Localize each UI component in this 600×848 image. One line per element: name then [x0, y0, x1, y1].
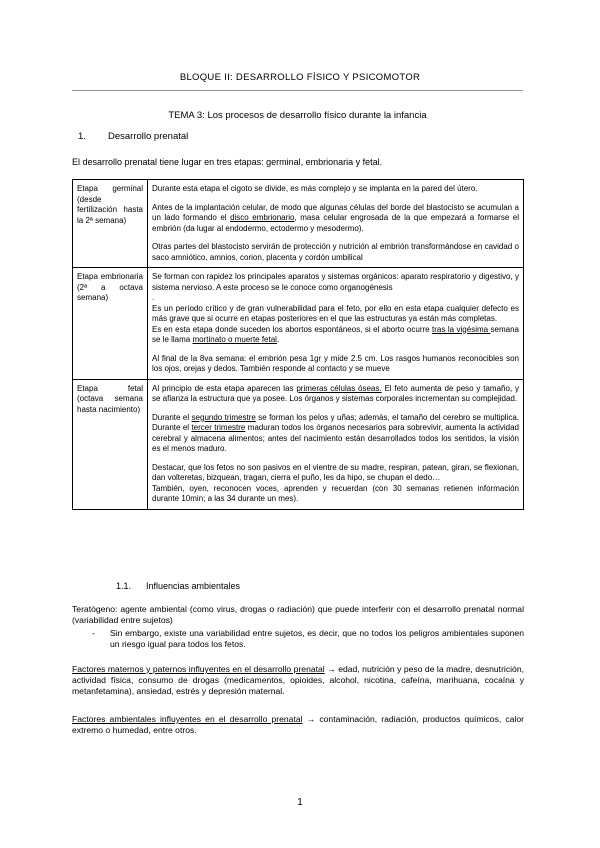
page-number: 1	[297, 797, 303, 808]
bullet-dash: -	[92, 628, 95, 638]
text-span: Al principio de esta etapa aparecen las	[152, 383, 297, 393]
stage-label-germinal: Etapa germinal (desde fertilización hasta la 2ª semana)	[73, 180, 148, 268]
underlined-term: tras la vigésima	[432, 324, 491, 334]
parental-factors-paragraph	[72, 664, 524, 697]
underlined-term: mortinato o muerte fetal	[192, 335, 277, 344]
paragraph: Al final de la 8va semana: el embrión pesa 1gr y mide 2.5 cm. Los rasgos humanos reconocibles son los ojos, orejas y dedos. También responde al contacto y se mueve	[152, 353, 519, 373]
section-number: 1.	[78, 131, 86, 142]
paragraph: Es un período crítico y de gran vulnerabilidad para el feto, por ello en esta etapa cualquier defecto es más grave que si ocurre en etapas posteriores en el que las estructuras ya están más completas.	[152, 303, 519, 323]
teratogen-paragraph: Teratógeno: agente ambiental (como virus, drogas o radiación) que puede interferir con el desarrollo prenatal normal (variabilidad entre sujetos)	[72, 604, 524, 625]
intro-paragraph: El desarrollo prenatal tiene lugar en tres etapas: germinal, embrionaria y fetal.	[72, 157, 383, 167]
stage-label-embrionaria: Etapa embrionaria (2ª a octava semana)	[73, 268, 148, 380]
bullet-text: Sin embargo, existe una variabilidad entre sujetos, es decir, que no todos los peligros ambientales suponen un riesgo igual para todos los fetos.	[110, 628, 524, 649]
text-span: → edad, nutrición y peso de la madre, desnutrición, actividad física, consumo de drogas (medicamentos, opioides, alcohol, nicotina, cafeína, marihuana, cocaína y metanfetamina), ansiedad, estrés y depresión maternal.	[72, 664, 524, 696]
paragraph: También, oyen, reconocen voces, aprenden y recuerdan (con 30 semanas retienen información durante 10min; a las 34 durante un mes).	[152, 483, 519, 503]
paragraph: Otras partes del blastocisto servirán de protección y nutrición al embrión transformándose en cavidad o saco amniótico, amnios, corion, placenta y cordón umbilical	[152, 242, 519, 262]
text-span: → contaminación, radiación, productos químicos, calor extremo o humedad, entre otros.	[72, 714, 524, 735]
table-row	[73, 180, 524, 268]
paragraph	[152, 325, 519, 346]
paragraph: Se forman con rapidez los principales aparatos y sistemas orgánicos: aparato respiratorio y digestivo, y sistema nervioso. A este proceso se le conoce como organogénesis	[152, 272, 519, 292]
stage-label-fetal: Etapa fetal (octava semana hasta nacimiento)	[73, 379, 148, 509]
text-span: Durante el	[152, 412, 192, 422]
list-item	[92, 628, 524, 650]
stages-table	[72, 179, 524, 510]
underlined-term: primeras células óseas.	[296, 383, 382, 393]
paragraph: .	[152, 293, 155, 302]
underlined-term: segundo trimestre	[191, 412, 256, 422]
stage-content-germinal	[148, 180, 524, 268]
underlined-heading: Factores ambientales influyentes en el desarrollo prenatal	[72, 714, 303, 724]
paragraph: Destacar, que los fetos no son pasivos en el vientre de su madre, respiran, patean, giran, se flexionan, dan volteretas, bizquean, tragan, cierra el puño, les da hipo, se chupan el dedo…	[152, 462, 519, 482]
section-number: 1.1.	[116, 581, 132, 591]
underlined-term: tercer trimestre	[191, 423, 246, 432]
paragraph: Durante esta etapa el cigoto se divide, es más complejo y se implanta en la pared del útero.	[152, 184, 478, 193]
block-header: BLOQUE II: DESARROLLO FÍSICO Y PSICOMOTOR	[179, 72, 421, 83]
environmental-factors-paragraph	[72, 714, 524, 736]
table-row	[73, 379, 524, 509]
text-span: se forman los pelos y uñas; además, el tamaño del cerebro se multiplica. Durante el	[152, 412, 519, 432]
underlined-term: disco embrionario	[230, 213, 295, 222]
paragraph	[152, 413, 519, 455]
header-divider	[72, 90, 523, 91]
text-span: El feto aumenta de peso y tamaño, y se afianza la estructura que ya posee. Los órganos y sistemas corporales incrementan su complejidad.	[152, 383, 519, 403]
text-span: maduran todos los órganos necesarios para sobrevivir, aumenta la actividad cerebral y almacena alimentos; antes del nacimiento están desarrollados todos los sentidos, la visión es el menos maduro.	[152, 423, 519, 453]
paragraph	[152, 384, 519, 405]
text-span: Es en esta etapa donde suceden los abortos espontáneos, si el aborto ocurre	[152, 324, 433, 334]
text-span: .	[276, 335, 280, 344]
table-row	[73, 268, 524, 380]
stage-content-fetal	[148, 379, 524, 509]
section-heading-1	[78, 131, 188, 142]
text-span: , masa celular engrosada de la que empezará a formarse el embrión (da lugar al endodermo, ectodermo y mesodermo).	[152, 213, 520, 233]
underlined-heading: Factores maternos y paternos influyentes en el desarrollo prenatal	[72, 664, 325, 674]
text-span: semana se le llama	[152, 324, 519, 344]
stage-content-embrionaria	[148, 268, 524, 380]
text-span: Antes de la implantación celular, de modo que algunas células del borde del blastocisto se acumulan a un lado formando el	[152, 202, 519, 222]
section-heading-1-1	[116, 581, 240, 591]
topic-title: TEMA 3: Los procesos de desarrollo físico durante la infancia	[168, 110, 427, 121]
paragraph	[152, 203, 519, 235]
section-title: Influencias ambientales	[146, 581, 241, 591]
section-title: Desarrollo prenatal	[108, 131, 189, 142]
